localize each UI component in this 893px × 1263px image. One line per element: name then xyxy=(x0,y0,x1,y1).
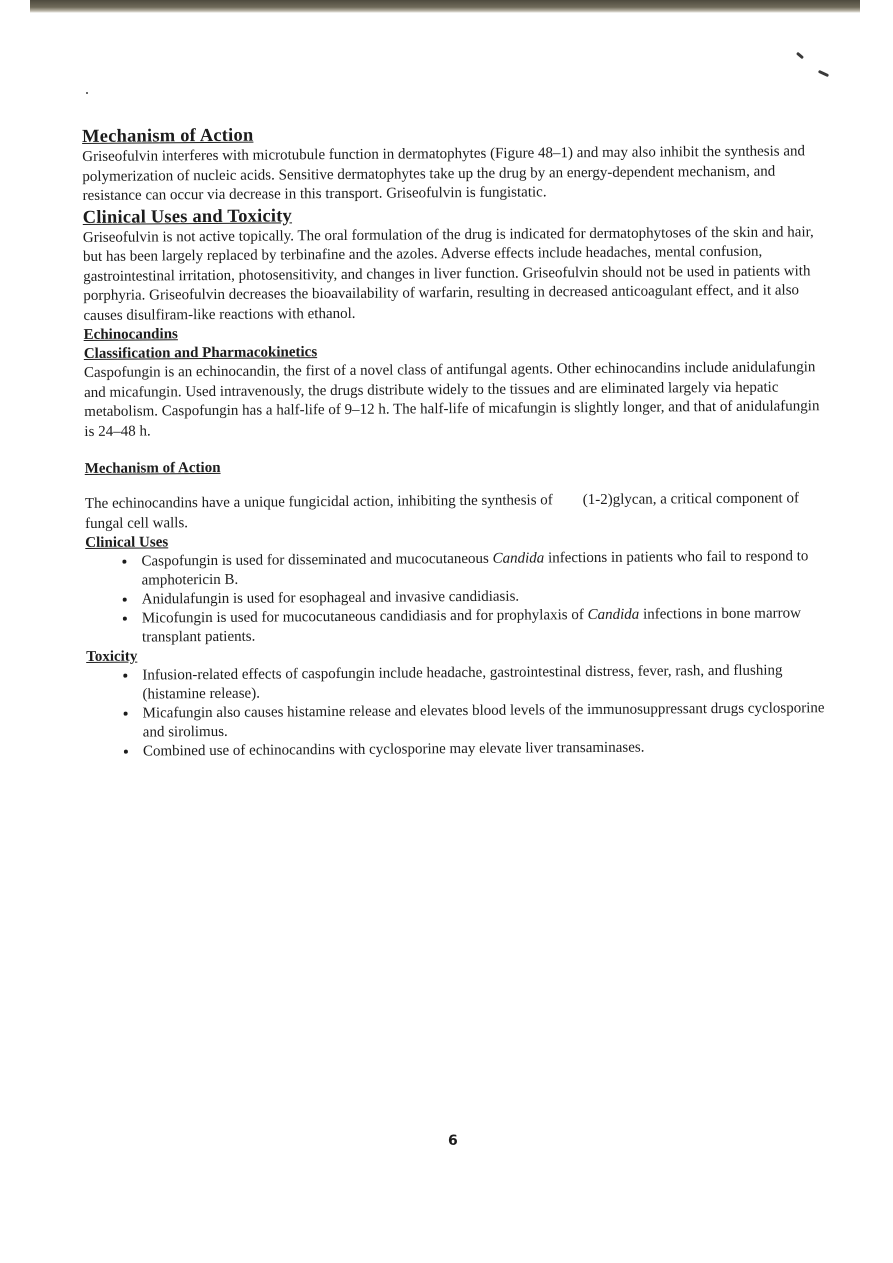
list-item: • Caspofungin is used for disseminated and mucocutaneous Candida infections in patients who fail to respond to amphotericin B. xyxy=(137,547,825,590)
clinical-uses-heading: Clinical Uses xyxy=(85,534,169,551)
classification-pharmacokinetics-heading: Classification and Pharmacokinetics xyxy=(83,344,318,362)
list-item: • Anidulafungin is used for esophageal and invasive candidiasis. xyxy=(138,585,826,609)
classification-pharmacokinetics-paragraph: Caspofungin is an echinocandin, the first of a novel class of antifungal agents. Other echinocandins include anidulafungin and micafungin. Used intravenously, the drugs distribute widely to the tissues and are eliminated largely via hepatic metabolism. Caspofungin has a half-life of 9–12 h. The half-life of micafungin is slightly longer, and that of anidulafungin is 24–48 h. xyxy=(83,359,820,440)
mechanism-of-action-paragraph: Griseofulvin interferes with microtubule function in dermatophytes (Figure 48–1) and may also inhibit the synthesis and polymerization of nucleic acids. Sensitive dermatophytes take up the drug by an energy-dependent mechanism, and resistance can occur via decrease in this transport. Griseofulvin is fungistatic. xyxy=(82,143,806,204)
list-item: • Infusion-related effects of caspofungin include headache, gastrointestinal distress, fever, rash, and flushing (histamine release). xyxy=(138,661,826,704)
echinocandin-mechanism-paragraph: The echinocandins have a unique fungicidal action, inhibiting the synthesis of (1-2)glycan, a critical component of fungal cell walls. xyxy=(84,490,803,532)
document-body xyxy=(82,120,827,762)
scan-top-edge xyxy=(30,0,860,13)
clinical-uses-toxicity-paragraph: Griseofulvin is not active topically. The oral formulation of the drug is indicated for dermatophytoses of the skin and hair, but has been largely replaced by terbinafine and the azoles. Adverse effects include headaches, mental confusion, gastrointestinal irritation, photosensitivity, and changes in liver function. Griseofulvin should not be used in patients with porphyria. Griseofulvin decreases the bioavailability of warfarin, resulting in decreased anticoagulant effect, and it also causes disulfiram-like reactions with ethanol. xyxy=(82,223,814,324)
mechanism-of-action-heading: Mechanism of Action xyxy=(82,125,254,147)
scan-smudge-mark xyxy=(818,70,829,77)
clinical-uses-list xyxy=(85,547,826,648)
list-item: • Micofungin is used for mucocutaneous candidiasis and for prophylaxis of Candida infections in bone marrow transplant patients. xyxy=(138,604,826,647)
echinocandin-mechanism-heading: Mechanism of Action xyxy=(84,459,221,477)
scan-smudge-mark xyxy=(796,52,804,59)
echinocandins-heading: Echinocandins xyxy=(83,326,178,343)
clinical-uses-toxicity-heading: Clinical Uses and Toxicity xyxy=(82,205,293,228)
list-item: • Micafungin also causes histamine release and elevates blood levels of the immunosuppressant drugs cyclosporine and sirolimus. xyxy=(139,699,827,742)
toxicity-heading: Toxicity xyxy=(86,648,138,665)
page-number: 6 xyxy=(448,1133,458,1149)
list-item: • Combined use of echinocandins with cyclosporine may elevate liver transaminases. xyxy=(139,737,827,761)
scan-smudge-mark xyxy=(86,92,88,94)
toxicity-list xyxy=(86,661,827,762)
